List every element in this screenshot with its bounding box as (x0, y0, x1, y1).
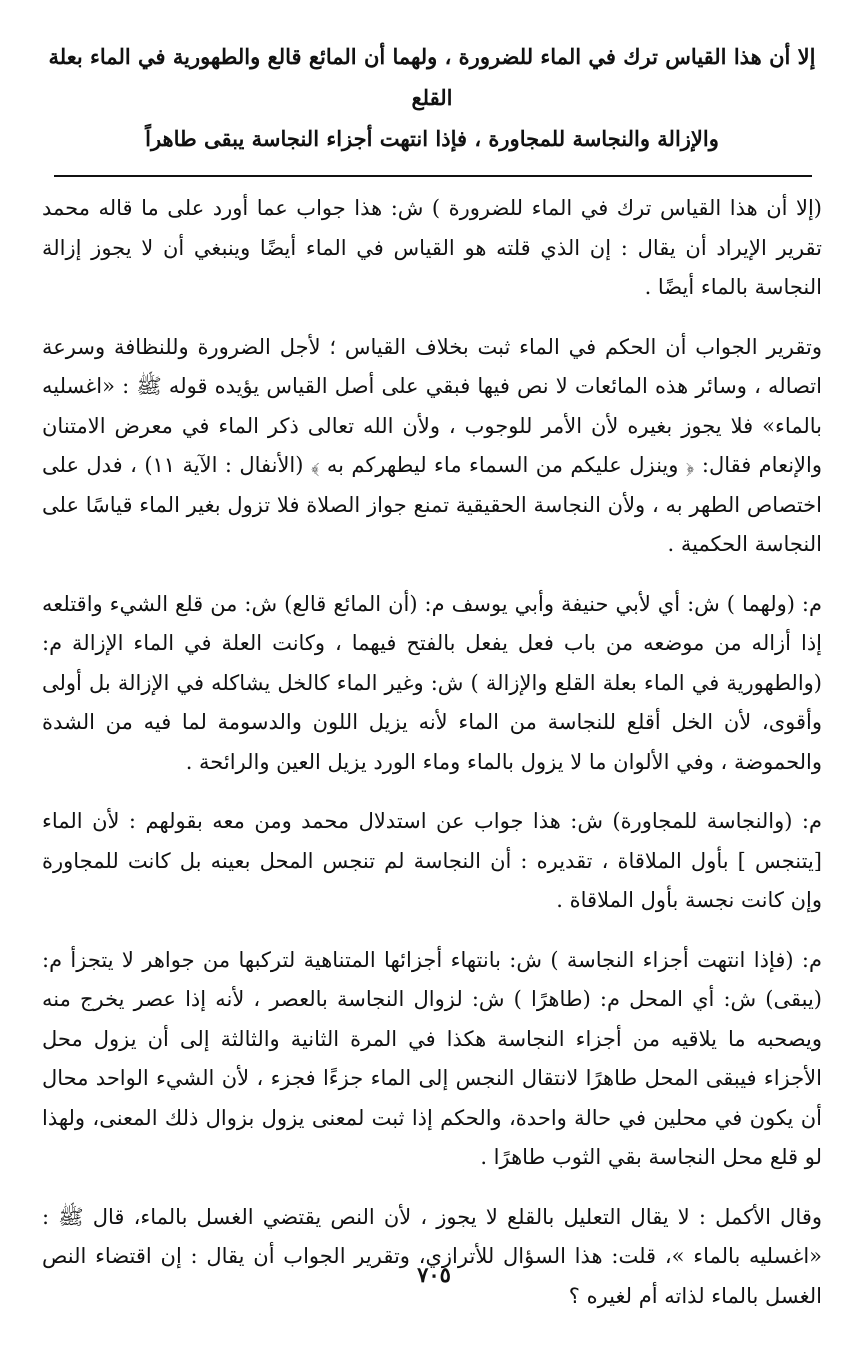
page-number: ٧٠٥ (417, 1262, 451, 1287)
separator-rule (54, 175, 812, 177)
paragraph-2: وتقرير الجواب أن الحكم في الماء ثبت بخلاف القياس ؛ لأجل الضرورة وللنظافة وسرعة اتصاله ، وسائر هذه المائعات لا نص فيها فبقي على أصل القياس يؤيده قوله ﷺ : «اغسليه بالماء» فلا يجوز بغيره لأن الأمر للوجوب ، ولأن الله تعالى ذكر الماء في معرض الامتنان والإنعام فقال: ﴿ وينزل عليكم من السماء ماء ليطهركم به ﴾ (الأنفال : الآية ١١) ، فدل على اختصاص الطهر به ، ولأن النجاسة الحقيقية تمنع جواز الصلاة فلا تزول بغير الماء قياسًا على النجاسة الحكمية . (42, 334, 823, 556)
paragraph-5: م: (فإذا انتهت أجزاء النجاسة ) ش: بانتهاء أجزائها المتناهية لتركبها من جواهر لا يتجزأ م: (يبقى) ش: أي المحل م: (طاهرًا ) ش: لزوال النجاسة بالعصر ، لأنه إذا عصر يخرج منه ويصحبه ما يلاقيه من أجزاء النجاسة هكذا في المرة الثانية والثالثة إلى أن يزول محل الأجزاء فيبقى المحل طاهرًا لانتقال النجس إلى الماء جزءًا فجزء ، لأن الشيء الواحد محال أن يكون في محلين في حالة واحدة، والحكم إذا ثبت لمعنى يزول بزوال ذلك المعنى، ولهذا لو قلع محل النجاسة بقي الثوب طاهرًا . (42, 947, 822, 1169)
commentary-body (42, 189, 822, 1316)
matn-line-1: إلا أن هذا القياس ترك في الماء للضرورة ، ولهما أن المائع قالع والطهورية في الماء بعلة القلع (48, 44, 816, 110)
matn-line-2: والإزالة والنجاسة للمجاورة ، فإذا انتهت أجزاء النجاسة يبقى طاهراً (145, 126, 719, 151)
paragraph-1: (إلا أن هذا القياس ترك في الماء للضرورة ) ش: هذا جواب عما أورد على ما قاله محمد تقرير الإيراد أن يقال : إن الذي قلته هو القياس في الماء أيضًا وينبغي أن لا يجوز إزالة النجاسة بالماء أيضًا . (42, 196, 822, 299)
paragraph-6: وقال الأكمل : لا يقال التعليل بالقلع لا يجوز ، لأن النص يقتضي الغسل بالماء، قال ﷺ : «اغسليه بالماء »، قلت: هذا السؤال للأترازي، وتقرير الجواب أن يقال : إن اقتضاء النص الغسل بالماء لذاته أم لغيره ؟ (42, 1204, 822, 1308)
paragraph-3: م: (ولهما ) ش: أي لأبي حنيفة وأبي يوسف م: (أن المائع قالع) ش: من قلع الشيء واقتلعه إذا أزاله من موضعه من باب فعل يفعل بالفتح فيهما ، وكانت العلة في الماء الإزالة م: (والطهورية في الماء بعلة القلع والإزالة ) ش: وغير الماء كالخل يشاكله في الإزالة بل أولى وأقوى، لأن الخل أقلع للنجاسة من الماء لأنه يزيل اللون والدسومة لما فيه من الشدة والحموضة ، وفي الألوان ما لا يزول بالماء وماء الورد يزيل العين والرائحة . (42, 591, 822, 774)
matn-header (42, 36, 822, 159)
paragraph-4: م: (والنجاسة للمجاورة) ش: هذا جواب عن استدلال محمد ومن معه بقولهم : لأن الماء [يتنجس ] بأول الملاقاة ، تقديره : أن النجاسة لم تنجس المحل بعينه بل كانت للمجاورة وإن كانت نجسة بأول الملاقاة . (42, 809, 822, 912)
